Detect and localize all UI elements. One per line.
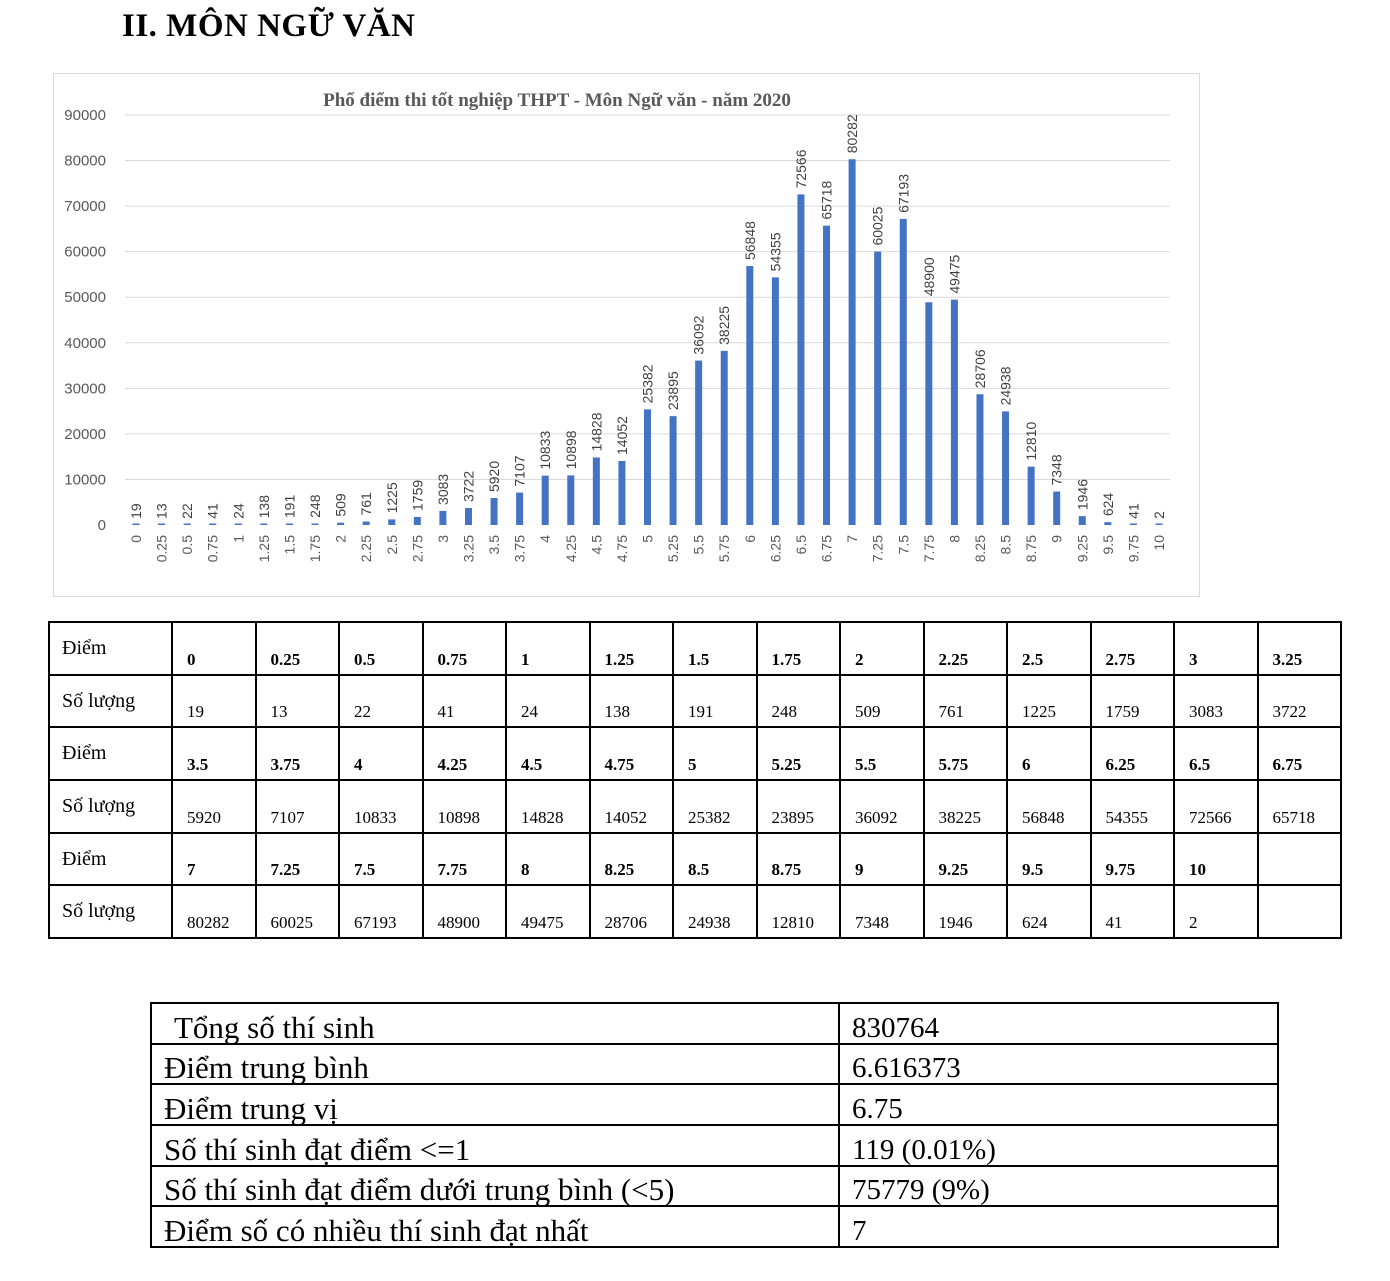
bar-data-label: 24938 bbox=[997, 366, 1014, 406]
chart-bar bbox=[1002, 411, 1009, 525]
score-cell: 0.75 bbox=[423, 622, 507, 675]
x-tick-label: 8 bbox=[946, 535, 963, 543]
count-cell: 65718 bbox=[1258, 780, 1342, 833]
score-table-score-row bbox=[49, 833, 1341, 886]
score-cell: 10 bbox=[1174, 833, 1258, 886]
summary-value: 6.616373 bbox=[839, 1044, 1278, 1085]
bar-data-label: 761 bbox=[358, 492, 375, 516]
chart-bar bbox=[286, 524, 293, 526]
chart-bar bbox=[133, 524, 140, 526]
x-tick-label: 0.5 bbox=[179, 535, 196, 555]
x-tick-label: 6.75 bbox=[818, 535, 835, 563]
count-cell: 3083 bbox=[1174, 675, 1258, 728]
bar-data-label: 25382 bbox=[639, 364, 656, 404]
count-cell: 624 bbox=[1007, 885, 1091, 938]
score-cell: 3.25 bbox=[1258, 622, 1342, 675]
x-tick-label: 3 bbox=[434, 535, 451, 543]
x-tick-label: 0.25 bbox=[153, 535, 170, 563]
score-cell: 6 bbox=[1007, 727, 1091, 780]
score-cell: 4.5 bbox=[506, 727, 590, 780]
bar-data-label: 19 bbox=[128, 503, 144, 519]
x-tick-label: 1.75 bbox=[307, 535, 324, 563]
chart-bar bbox=[721, 351, 728, 525]
bar-data-label: 23895 bbox=[665, 371, 682, 411]
count-cell: 25382 bbox=[673, 780, 757, 833]
bar-data-label: 7348 bbox=[1048, 454, 1065, 486]
x-tick-label: 5.5 bbox=[690, 535, 707, 555]
count-cell: 5920 bbox=[172, 780, 256, 833]
x-tick-label: 6.5 bbox=[792, 535, 809, 555]
summary-label: Tổng số thí sinh bbox=[151, 1003, 839, 1044]
count-cell: 2 bbox=[1174, 885, 1258, 938]
count-cell: 72566 bbox=[1174, 780, 1258, 833]
score-cell: 9.5 bbox=[1007, 833, 1091, 886]
section-title: II. MÔN NGỮ VĂN bbox=[122, 8, 416, 44]
summary-label: Điểm trung bình bbox=[151, 1044, 839, 1085]
chart-bar bbox=[260, 524, 267, 526]
bar-data-label: 36092 bbox=[690, 315, 707, 355]
summary-label: Điểm số có nhiều thí sinh đạt nhất bbox=[151, 1206, 839, 1247]
chart-bar bbox=[312, 524, 319, 526]
x-tick-label: 4.5 bbox=[588, 535, 605, 555]
summary-value: 830764 bbox=[839, 1003, 1278, 1044]
count-cell: 509 bbox=[840, 675, 924, 728]
chart-bar bbox=[439, 511, 446, 525]
x-tick-label: 7.75 bbox=[920, 535, 937, 563]
count-cell: 14828 bbox=[506, 780, 590, 833]
count-cell: 10833 bbox=[339, 780, 423, 833]
x-tick-label: 1 bbox=[230, 535, 247, 543]
score-cell: 5.5 bbox=[840, 727, 924, 780]
x-axis-ticks bbox=[128, 535, 1167, 562]
bar-data-label: 80282 bbox=[844, 114, 861, 154]
y-tick-label: 40000 bbox=[64, 334, 106, 352]
bar-data-label: 38225 bbox=[716, 305, 733, 345]
score-cell: 4.25 bbox=[423, 727, 507, 780]
bar-data-label: 22 bbox=[179, 503, 196, 519]
x-tick-label: 6 bbox=[741, 535, 758, 543]
score-table-row-header: Số lượng bbox=[49, 885, 172, 938]
chart-bar bbox=[976, 394, 983, 525]
score-cell: 7.75 bbox=[423, 833, 507, 886]
bar-data-label: 1759 bbox=[409, 479, 426, 511]
score-cell: 7.5 bbox=[339, 833, 423, 886]
x-tick-label: 3.75 bbox=[511, 535, 528, 563]
x-tick-label: 9.5 bbox=[1099, 535, 1116, 555]
chart-bar bbox=[1130, 524, 1137, 526]
x-tick-label: 2.25 bbox=[358, 535, 375, 563]
x-tick-label: 7.25 bbox=[869, 535, 886, 563]
count-cell: 24938 bbox=[673, 885, 757, 938]
bar-data-label: 2 bbox=[1151, 511, 1167, 519]
x-tick-label: 0 bbox=[128, 535, 144, 543]
chart-bar bbox=[465, 508, 472, 525]
score-cell: 6.75 bbox=[1258, 727, 1342, 780]
score-cell: 6.25 bbox=[1091, 727, 1175, 780]
x-tick-label: 1.25 bbox=[255, 535, 272, 563]
y-tick-label: 30000 bbox=[64, 380, 106, 398]
chart-bar bbox=[158, 524, 165, 526]
score-cell: 5 bbox=[673, 727, 757, 780]
count-cell: 19 bbox=[172, 675, 256, 728]
bar-data-label: 41 bbox=[204, 503, 221, 519]
count-cell: 14052 bbox=[590, 780, 674, 833]
y-tick-label: 60000 bbox=[64, 243, 106, 261]
y-tick-label: 70000 bbox=[64, 198, 106, 216]
x-tick-label: 4.25 bbox=[562, 535, 579, 563]
summary-value: 7 bbox=[839, 1206, 1278, 1247]
y-axis-ticks bbox=[64, 107, 106, 534]
chart-bar bbox=[567, 475, 574, 525]
x-tick-label: 9.75 bbox=[1125, 535, 1142, 563]
score-cell: 5.25 bbox=[757, 727, 841, 780]
x-tick-label: 1.5 bbox=[281, 535, 298, 555]
chart-bar bbox=[670, 416, 677, 525]
summary-row bbox=[151, 1206, 1278, 1247]
x-tick-label: 9 bbox=[1048, 535, 1065, 543]
bar-data-label: 60025 bbox=[869, 206, 886, 246]
bar-data-label: 56848 bbox=[741, 221, 758, 261]
chart-bars bbox=[133, 159, 1163, 525]
score-cell: 2.5 bbox=[1007, 622, 1091, 675]
summary-table bbox=[150, 1002, 1279, 1248]
count-cell: 36092 bbox=[840, 780, 924, 833]
chart-bar bbox=[695, 361, 702, 525]
x-tick-label: 8.5 bbox=[997, 535, 1014, 555]
count-cell: 48900 bbox=[423, 885, 507, 938]
x-tick-label: 8.75 bbox=[1023, 535, 1040, 563]
score-cell: 0.5 bbox=[339, 622, 423, 675]
chart-bar bbox=[209, 524, 216, 526]
x-tick-label: 5.25 bbox=[665, 535, 682, 563]
count-cell: 23895 bbox=[757, 780, 841, 833]
summary-value: 119 (0.01%) bbox=[839, 1125, 1278, 1166]
bar-data-label: 7107 bbox=[511, 455, 528, 487]
score-cell: 3.5 bbox=[172, 727, 256, 780]
count-cell: 22 bbox=[339, 675, 423, 728]
bar-data-label: 10833 bbox=[537, 430, 554, 470]
chart-bar bbox=[1156, 524, 1163, 526]
score-table-row-header: Điểm bbox=[49, 727, 172, 780]
y-tick-label: 20000 bbox=[64, 425, 106, 443]
score-cell: 3.75 bbox=[256, 727, 340, 780]
count-cell: 1759 bbox=[1091, 675, 1175, 728]
score-cell: 4 bbox=[339, 727, 423, 780]
x-tick-label: 10 bbox=[1151, 535, 1167, 551]
score-table-count-row bbox=[49, 780, 1341, 833]
chart-bar bbox=[337, 523, 344, 525]
count-cell: 56848 bbox=[1007, 780, 1091, 833]
score-cell bbox=[1258, 833, 1342, 886]
summary-row bbox=[151, 1003, 1278, 1044]
count-cell: 13 bbox=[256, 675, 340, 728]
y-tick-label: 80000 bbox=[64, 152, 106, 170]
chart-bar bbox=[1053, 492, 1060, 525]
score-cell: 3 bbox=[1174, 622, 1258, 675]
y-tick-label: 90000 bbox=[64, 107, 106, 124]
chart-bar bbox=[516, 493, 523, 525]
chart-bar bbox=[542, 476, 549, 525]
score-cell: 1.5 bbox=[673, 622, 757, 675]
bar-data-label: 28706 bbox=[971, 349, 988, 389]
summary-label: Số thí sinh đạt điểm <=1 bbox=[151, 1125, 839, 1166]
x-tick-label: 7 bbox=[844, 535, 861, 543]
chart-bar bbox=[797, 194, 804, 525]
chart-bar bbox=[1079, 516, 1086, 525]
bar-data-label: 14828 bbox=[588, 412, 605, 452]
summary-row bbox=[151, 1125, 1278, 1166]
summary-label: Số thí sinh đạt điểm dưới trung bình (<5) bbox=[151, 1166, 839, 1207]
chart-title: Phổ điểm thi tốt nghiệp THPT - Môn Ngữ văn - năm 2020 bbox=[323, 90, 791, 111]
score-cell: 4.75 bbox=[590, 727, 674, 780]
chart-bar bbox=[772, 277, 779, 525]
chart-bar bbox=[235, 524, 242, 526]
bar-data-label: 191 bbox=[281, 494, 298, 519]
bar-data-label: 509 bbox=[332, 493, 349, 517]
bar-data-label: 14052 bbox=[613, 416, 630, 455]
bar-data-label: 54355 bbox=[767, 232, 784, 272]
chart-bar bbox=[388, 519, 395, 525]
score-table-count-row bbox=[49, 885, 1341, 938]
chart-bar bbox=[491, 498, 498, 525]
summary-value: 6.75 bbox=[839, 1084, 1278, 1125]
score-cell: 2 bbox=[840, 622, 924, 675]
y-tick-label: 50000 bbox=[64, 289, 106, 307]
x-tick-label: 4 bbox=[537, 535, 554, 543]
chart-bar bbox=[618, 461, 625, 525]
y-tick-label: 0 bbox=[97, 517, 106, 534]
chart-svg bbox=[54, 74, 1201, 598]
count-cell: 191 bbox=[673, 675, 757, 728]
score-table-score-row bbox=[49, 622, 1341, 675]
chart-bar bbox=[746, 266, 753, 525]
count-cell: 3722 bbox=[1258, 675, 1342, 728]
x-tick-label: 0.75 bbox=[204, 535, 221, 563]
bar-data-label: 248 bbox=[307, 494, 324, 518]
chart-bar bbox=[823, 226, 830, 525]
score-cell: 8.75 bbox=[757, 833, 841, 886]
count-cell: 80282 bbox=[172, 885, 256, 938]
y-tick-label: 10000 bbox=[64, 471, 106, 489]
x-tick-label: 3.25 bbox=[460, 535, 477, 563]
chart-bar bbox=[1028, 467, 1035, 525]
chart-bar bbox=[414, 517, 421, 525]
x-tick-label: 2.5 bbox=[383, 535, 400, 555]
summary-row bbox=[151, 1166, 1278, 1207]
score-table-row-header: Số lượng bbox=[49, 780, 172, 833]
chart-bar bbox=[874, 252, 881, 525]
count-cell: 248 bbox=[757, 675, 841, 728]
bar-data-label: 49475 bbox=[946, 254, 963, 294]
x-tick-label: 5 bbox=[639, 535, 656, 543]
score-cell: 8.5 bbox=[673, 833, 757, 886]
count-cell: 138 bbox=[590, 675, 674, 728]
score-cell: 2.75 bbox=[1091, 622, 1175, 675]
x-tick-label: 5.75 bbox=[716, 535, 733, 563]
score-cell: 7.25 bbox=[256, 833, 340, 886]
bar-data-label: 3722 bbox=[460, 470, 477, 503]
bar-data-label: 65718 bbox=[818, 180, 835, 220]
score-table-row-header: Điểm bbox=[49, 833, 172, 886]
count-cell: 12810 bbox=[757, 885, 841, 938]
score-cell: 0.25 bbox=[256, 622, 340, 675]
score-cell: 6.5 bbox=[1174, 727, 1258, 780]
count-cell bbox=[1258, 885, 1342, 938]
x-tick-label: 7.5 bbox=[895, 535, 912, 555]
bar-data-label: 10898 bbox=[562, 430, 579, 470]
x-tick-label: 9.25 bbox=[1074, 535, 1091, 563]
count-cell: 7107 bbox=[256, 780, 340, 833]
summary-value: 75779 (9%) bbox=[839, 1166, 1278, 1207]
score-cell: 0 bbox=[172, 622, 256, 675]
score-table-row-header: Điểm bbox=[49, 622, 172, 675]
count-cell: 60025 bbox=[256, 885, 340, 938]
score-table-count-row bbox=[49, 675, 1341, 728]
score-cell: 1.25 bbox=[590, 622, 674, 675]
score-cell: 9.75 bbox=[1091, 833, 1175, 886]
score-table-row-header: Số lượng bbox=[49, 675, 172, 728]
x-tick-label: 4.75 bbox=[613, 535, 630, 563]
score-distribution-chart bbox=[53, 73, 1200, 597]
bar-data-label: 67193 bbox=[895, 173, 912, 213]
score-cell: 1 bbox=[506, 622, 590, 675]
score-cell: 5.75 bbox=[924, 727, 1008, 780]
score-cell: 8.25 bbox=[590, 833, 674, 886]
count-cell: 7348 bbox=[840, 885, 924, 938]
count-cell: 41 bbox=[423, 675, 507, 728]
bar-data-label: 624 bbox=[1099, 492, 1116, 517]
count-cell: 28706 bbox=[590, 885, 674, 938]
x-tick-label: 2 bbox=[332, 535, 349, 543]
chart-bar bbox=[900, 219, 907, 525]
score-cell: 2.25 bbox=[924, 622, 1008, 675]
bar-data-label: 41 bbox=[1125, 503, 1142, 519]
bar-data-label: 72566 bbox=[792, 149, 809, 189]
x-tick-label: 8.25 bbox=[971, 535, 988, 563]
count-cell: 41 bbox=[1091, 885, 1175, 938]
chart-bar bbox=[363, 522, 370, 525]
summary-label: Điểm trung vị bbox=[151, 1084, 839, 1125]
chart-bar bbox=[593, 457, 600, 525]
count-cell: 1946 bbox=[924, 885, 1008, 938]
chart-bar bbox=[1104, 522, 1111, 525]
score-table-score-row bbox=[49, 727, 1341, 780]
score-cell: 9 bbox=[840, 833, 924, 886]
count-cell: 1225 bbox=[1007, 675, 1091, 728]
x-tick-label: 3.5 bbox=[486, 535, 503, 555]
count-cell: 54355 bbox=[1091, 780, 1175, 833]
score-cell: 8 bbox=[506, 833, 590, 886]
score-cell: 7 bbox=[172, 833, 256, 886]
bar-data-label: 13 bbox=[153, 503, 170, 519]
count-cell: 10898 bbox=[423, 780, 507, 833]
bar-data-label: 48900 bbox=[920, 257, 937, 297]
bar-data-label: 24 bbox=[230, 503, 247, 519]
chart-bar bbox=[644, 409, 651, 525]
chart-bar bbox=[925, 302, 932, 525]
bar-data-label: 5920 bbox=[486, 460, 503, 493]
score-cell: 1.75 bbox=[757, 622, 841, 675]
bar-data-label: 3083 bbox=[434, 473, 451, 505]
count-cell: 24 bbox=[506, 675, 590, 728]
bar-data-label: 12810 bbox=[1023, 421, 1040, 461]
summary-row bbox=[151, 1084, 1278, 1125]
count-cell: 49475 bbox=[506, 885, 590, 938]
score-table bbox=[48, 621, 1342, 939]
count-cell: 67193 bbox=[339, 885, 423, 938]
bar-data-label: 138 bbox=[255, 495, 272, 519]
chart-bar bbox=[849, 159, 856, 525]
score-cell: 9.25 bbox=[924, 833, 1008, 886]
chart-bar bbox=[951, 300, 958, 525]
count-cell: 38225 bbox=[924, 780, 1008, 833]
bar-data-label: 1946 bbox=[1074, 478, 1091, 511]
chart-bar bbox=[184, 524, 191, 526]
bar-data-label: 1225 bbox=[383, 482, 400, 514]
count-cell: 761 bbox=[924, 675, 1008, 728]
summary-row bbox=[151, 1044, 1278, 1085]
x-tick-label: 2.75 bbox=[409, 535, 426, 563]
x-tick-label: 6.25 bbox=[767, 535, 784, 563]
